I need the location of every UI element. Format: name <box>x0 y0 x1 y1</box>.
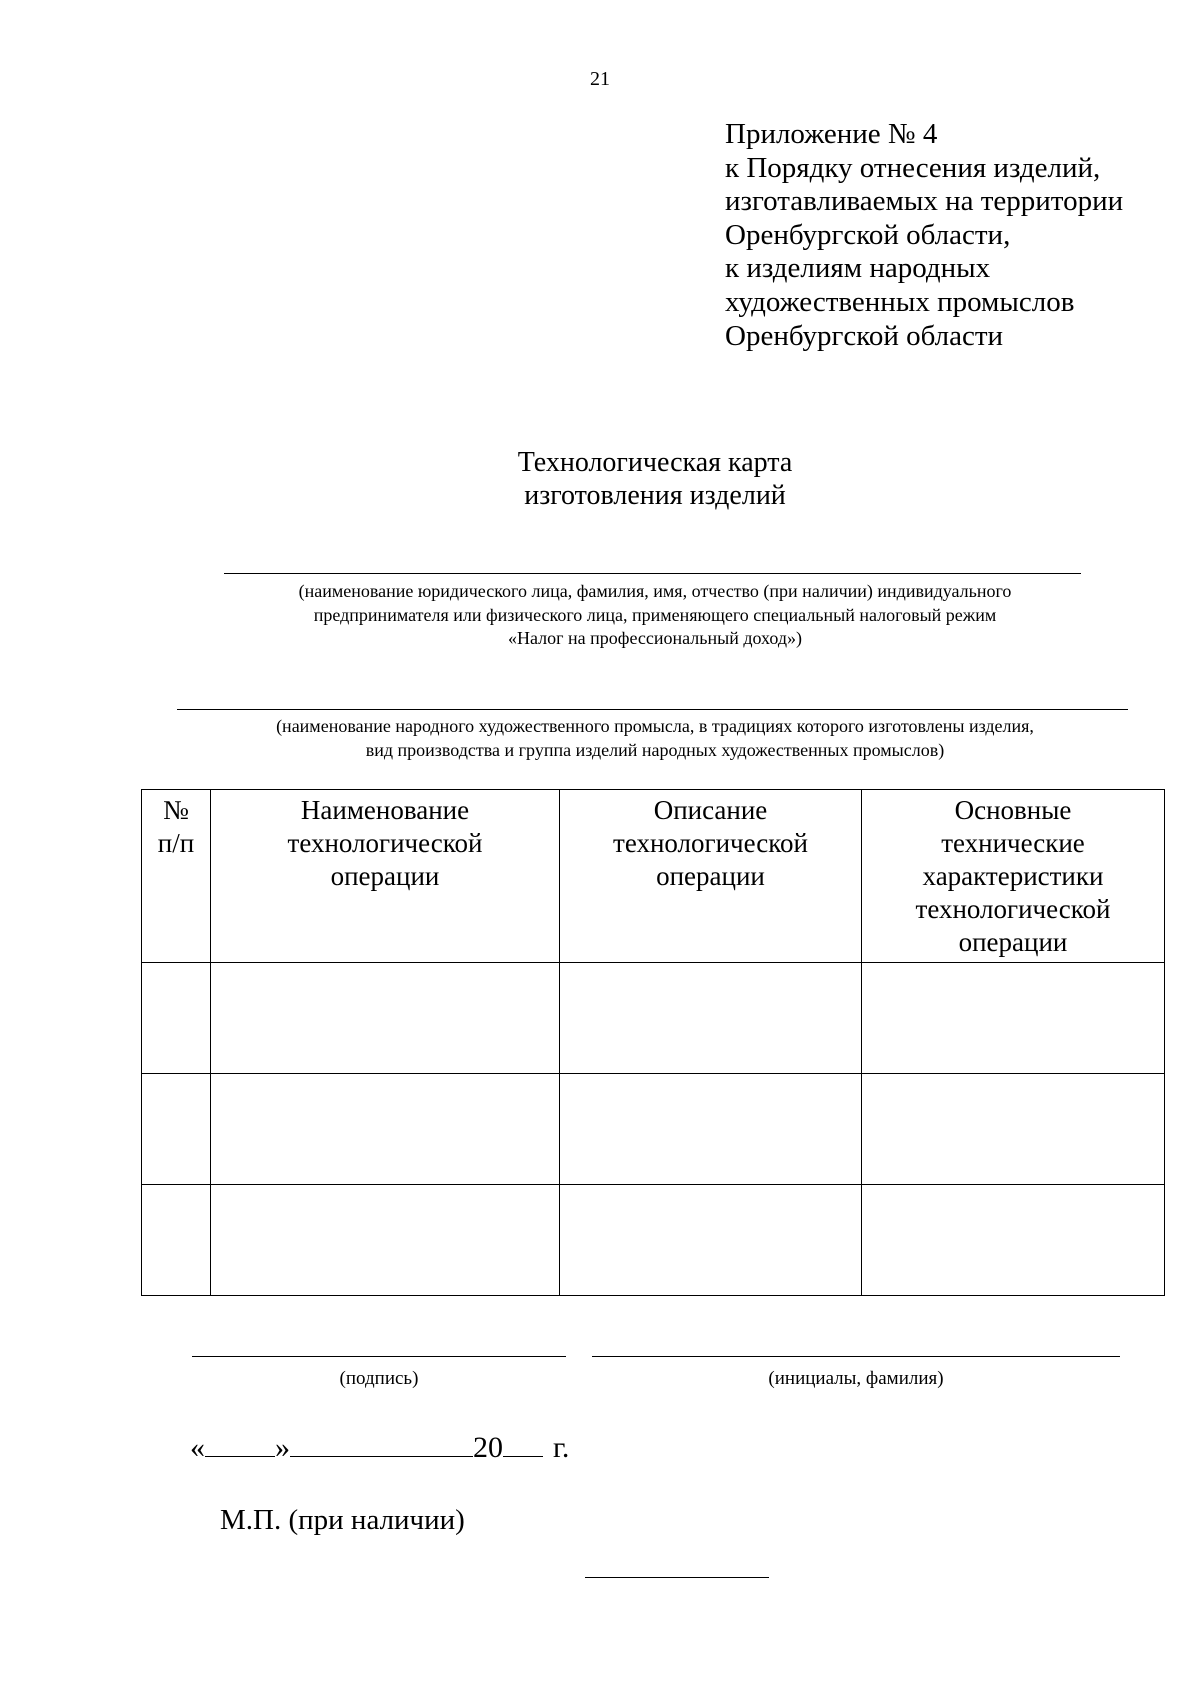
signature-caption: (подпись) <box>339 1368 419 1389</box>
entity-caption-line-1: (наименование юридического лица, фамилия, имя, отчество (при наличии) индивидуального <box>298 581 1012 601</box>
table-cell[interactable] <box>142 963 211 1074</box>
date-year-blank[interactable] <box>503 1430 543 1457</box>
table-cell[interactable] <box>862 1074 1165 1185</box>
table-header-row <box>142 790 1165 963</box>
entity-name-caption <box>140 580 1170 651</box>
entity-caption-line-3: «Налог на профессиональный доход») <box>508 628 802 648</box>
craft-name-caption <box>140 715 1170 762</box>
date-century: 20 <box>473 1431 503 1464</box>
column-header-technical-characteristics: Основные технические характеристики технологической операции <box>862 790 1165 963</box>
table-cell[interactable] <box>142 1074 211 1185</box>
date-open-quote: « <box>190 1431 205 1464</box>
table-cell[interactable] <box>560 1185 862 1296</box>
name-line[interactable] <box>592 1356 1120 1357</box>
column-header-number: № п/п <box>142 790 211 963</box>
column-header-operation-name: Наименование технологической операции <box>211 790 560 963</box>
date-day-blank[interactable] <box>205 1430 275 1457</box>
table-cell[interactable] <box>862 1185 1165 1296</box>
page-number: 21 <box>590 68 610 90</box>
stamp-label: М.П. (при наличии) <box>220 1504 465 1536</box>
table-row <box>142 1185 1165 1296</box>
table-cell[interactable] <box>560 963 862 1074</box>
table-cell[interactable] <box>211 1185 560 1296</box>
document-title-line-1: Технологическая карта <box>517 447 793 478</box>
technology-operations-table <box>141 789 1165 1296</box>
document-title <box>0 446 1200 512</box>
column-header-operation-description: Описание технологической операции <box>560 790 862 963</box>
signature-line[interactable] <box>192 1356 566 1357</box>
craft-caption-line-1: (наименование народного художественного промысла, в традициях которого изготовлены изделия, <box>276 716 1034 736</box>
date-close-quote: » <box>275 1431 290 1464</box>
craft-name-line <box>177 709 1128 710</box>
table-cell[interactable] <box>211 963 560 1074</box>
table-cell[interactable] <box>560 1074 862 1185</box>
bottom-rule <box>585 1577 769 1578</box>
document-title-line-2: изготовления изделий <box>524 480 786 511</box>
date-month-blank[interactable] <box>290 1430 473 1457</box>
table-row <box>142 1074 1165 1185</box>
name-caption: (инициалы, фамилия) <box>768 1368 944 1389</box>
table-row <box>142 963 1165 1074</box>
table-cell[interactable] <box>142 1185 211 1296</box>
craft-caption-line-2: вид производства и группа изделий народных художественных промыслов) <box>365 739 945 760</box>
appendix-reference: Приложение № 4 к Порядку отнесения изделий, изготавливаемых на территории Оренбургской области, к изделиям народных художественных промыслов Оренбургской области <box>725 118 1124 352</box>
entity-name-line <box>224 573 1081 574</box>
date-year-suffix: г. <box>553 1431 570 1464</box>
table-cell[interactable] <box>862 963 1165 1074</box>
table-cell[interactable] <box>211 1074 560 1185</box>
entity-caption-line-2: предпринимателя или физического лица, применяющего специальный налоговый режим <box>313 604 997 625</box>
date-field <box>190 1430 569 1465</box>
